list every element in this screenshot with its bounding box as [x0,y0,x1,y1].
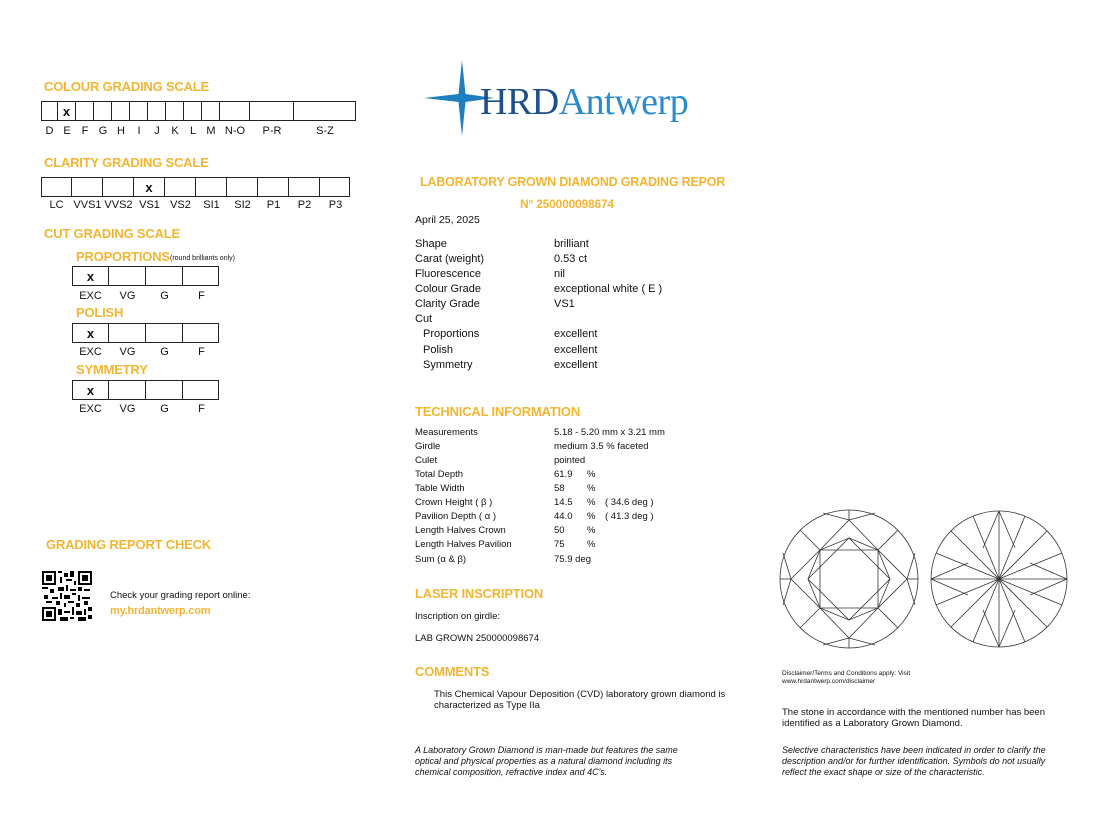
laser-value: LAB GROWN 250000098674 [415,633,540,644]
tech-label: Crown Height ( β ) [415,497,493,508]
tech-unit: % [587,525,596,536]
colour-label: D [45,125,54,137]
clarity-scale-title: CLARITY GRADING SCALE [44,155,209,170]
tech-value: 58 [554,483,565,494]
report-number: N° 250000098674 [520,197,614,211]
symmetry-mark: x [86,382,95,398]
colour-label: N-O [224,125,246,137]
cut-cell [183,380,219,400]
tech-unit: % [587,539,596,550]
colour-label: I [137,125,141,137]
colour-cell-no [220,101,250,121]
comments-line: This Chemical Vapour Deposition (CVD) laboratory grown diamond is [434,689,726,700]
footnote-left-line: optical and physical properties as a natural diamond including its [415,756,673,766]
proportions-note: (round brilliants only) [170,255,235,262]
field-label: Proportions [423,328,480,340]
polish-mark: x [86,325,95,341]
cut-cell [146,380,183,400]
laser-label: Inscription on girdle: [415,611,501,622]
cut-label: F [198,403,205,415]
disclaimer-line: Disclaimer/Terms and Conditions apply: Visit [782,670,911,677]
clarity-label: P1 [266,199,281,211]
report-check-text: Check your grading report online: [110,590,251,601]
clarity-scale-boxes [41,177,350,197]
tech-label: Table Width [415,483,465,494]
clarity-label: P3 [328,199,343,211]
colour-label: K [171,125,179,137]
clarity-label: VS2 [170,199,191,211]
report-check-link[interactable]: my.hrdantwerp.com [110,605,211,617]
identified-line: identified as a Laboratory Grown Diamond. [782,718,963,729]
cut-label: F [198,346,205,358]
cut-label: VG [119,290,136,302]
tech-value: 61.9 [554,469,573,480]
field-value: 0.53 ct [554,253,588,265]
tech-label: Culet [415,455,438,466]
colour-cell-e [58,101,76,121]
cut-cell-exc [73,266,109,286]
clarity-label: VVS2 [104,199,133,211]
proportions-boxes [72,266,219,286]
field-label: Cut [415,313,433,325]
tech-value: 50 [554,525,565,536]
cut-label: G [160,403,169,415]
clarity-label: VVS1 [73,199,102,211]
tech-label: Length Halves Pavilion [415,539,512,550]
tech-label: Total Depth [415,469,464,480]
colour-cell-i [130,101,148,121]
tech-label: Sum (α & β) [415,554,467,565]
field-value: excellent [554,344,598,356]
field-value: excellent [554,359,598,371]
field-label: Symmetry [423,359,473,371]
cut-cell [109,266,146,286]
cut-cell [146,323,183,343]
polish-boxes [72,323,219,343]
colour-cell-h [112,101,130,121]
colour-cell-m [202,101,220,121]
cut-label: VG [119,346,136,358]
crown-diagram [778,508,920,650]
cut-scale-title: CUT GRADING SCALE [44,226,180,241]
field-label: Shape [415,238,447,250]
footnote-left-line: A Laboratory Grown Diamond is man-made but features the same [415,745,678,755]
colour-label: E [63,125,71,137]
logo-hrd: HRD [480,81,559,123]
cut-label: EXC [79,346,102,358]
comments-line: characterized as Type IIa [434,700,540,711]
cut-cell [183,266,219,286]
clarity-scale-labels [41,199,351,211]
clarity-label: P2 [297,199,312,211]
clarity-cell [42,177,72,197]
field-value: excellent [554,328,598,340]
colour-cell-d [42,101,58,121]
colour-cell-f [76,101,94,121]
proportions-mark: x [86,268,95,284]
report-date: April 25, 2025 [415,214,480,226]
field-value: nil [554,268,566,280]
cut-label: F [198,290,205,302]
colour-label: F [81,125,89,137]
colour-cell-l [184,101,202,121]
hrd-antwerp-logo [424,60,724,140]
report-check-title: GRADING REPORT CHECK [46,537,212,552]
footnote-right-line: reflect the exact shape or size of the characteristic. [782,767,985,777]
tech-label: Pavilion Depth ( α ) [415,511,496,522]
cut-label: G [160,346,169,358]
tech-extra: ( 41.3 deg ) [605,511,654,522]
cut-label: EXC [79,290,102,302]
cut-cell-exc [73,380,109,400]
colour-label: G [98,125,108,137]
clarity-cell [103,177,134,197]
disclaimer [782,670,910,686]
field-label: Colour Grade [415,283,482,295]
polish-title: POLISH [76,305,124,320]
symmetry-title: SYMMETRY [76,362,148,377]
identified-line: The stone in accordance with the mentioned number has been [782,707,1045,718]
laser-title: LASER INSCRIPTION [415,586,544,601]
symmetry-boxes [72,380,219,400]
tech-value: pointed [554,455,586,466]
tech-value: 75.9 deg [554,554,591,565]
clarity-cell [72,177,103,197]
colour-label: H [117,125,125,137]
proportions-labels [72,290,220,302]
field-label: Fluorescence [415,268,482,280]
colour-scale-labels [41,125,356,137]
colour-cell-sz [294,101,356,121]
colour-label: M [206,125,216,137]
colour-mark: x [62,103,71,119]
proportions-title: PROPORTIONS [76,249,170,264]
qr-code-icon[interactable] [42,571,92,621]
colour-label: J [154,125,160,137]
tech-value: medium 3.5 % faceted [554,441,649,452]
footnote-left-line: chemical composition, refractive index and 4C's. [415,767,608,777]
footnote-right-line: Selective characteristics have been indicated in order to clarify the [782,745,1046,755]
clarity-label: VS1 [139,199,160,211]
cut-label: G [160,290,169,302]
tech-value: 44.0 [554,511,573,522]
clarity-label: LC [49,199,64,211]
symmetry-labels [72,403,220,415]
tech-unit: % [587,511,596,522]
field-value: brilliant [554,238,589,250]
colour-cell-pr [250,101,294,121]
logo-antwerp: Antwerp [558,81,689,123]
tech-label: Measurements [415,427,478,438]
clarity-cell [289,177,320,197]
field-label: Polish [423,344,453,356]
colour-cell-k [166,101,184,121]
cut-cell [146,266,183,286]
technical-title: TECHNICAL INFORMATION [415,404,581,419]
colour-cell-g [94,101,112,121]
tech-unit: % [587,483,596,494]
cut-cell [109,380,146,400]
colour-cell-j [148,101,166,121]
polish-labels [72,346,220,358]
tech-label: Girdle [415,441,441,452]
colour-label: P-R [262,125,282,137]
clarity-label: SI2 [234,199,251,211]
pavilion-diagram [929,508,1069,650]
clarity-cell [165,177,196,197]
footnote-right-line: description and/or for further identification. Symbols do not usually [782,756,1046,766]
field-value: VS1 [554,298,575,310]
disclaimer-link[interactable]: www.hrdantwerp.com/disclaimer [782,678,876,685]
colour-label: L [189,125,197,137]
clarity-cell [196,177,227,197]
tech-unit: % [587,469,596,480]
clarity-cell-vs1 [134,177,165,197]
clarity-cell [320,177,350,197]
clarity-cell [227,177,258,197]
field-label: Clarity Grade [415,298,480,310]
cut-label: VG [119,403,136,415]
colour-scale-title: COLOUR GRADING SCALE [44,79,210,94]
clarity-label: SI1 [203,199,220,211]
cut-label: EXC [79,403,102,415]
colour-scale-boxes [41,101,356,121]
cut-cell [109,323,146,343]
tech-value: 75 [554,539,565,550]
tech-label: Length Halves Crown [415,525,506,536]
field-label: Carat (weight) [415,253,485,265]
tech-extra: ( 34.6 deg ) [605,497,654,508]
clarity-mark: x [145,179,153,195]
colour-label: S-Z [316,125,334,137]
comments-title: COMMENTS [415,664,490,679]
cut-cell-exc [73,323,109,343]
tech-value: 14.5 [554,497,573,508]
clarity-cell [258,177,289,197]
field-value: exceptional white ( E ) [554,283,663,295]
cut-cell [183,323,219,343]
tech-unit: % [587,497,596,508]
tech-value: 5.18 - 5.20 mm x 3.21 mm [554,427,665,438]
report-title: LABORATORY GROWN DIAMOND GRADING REPOR [420,175,726,189]
